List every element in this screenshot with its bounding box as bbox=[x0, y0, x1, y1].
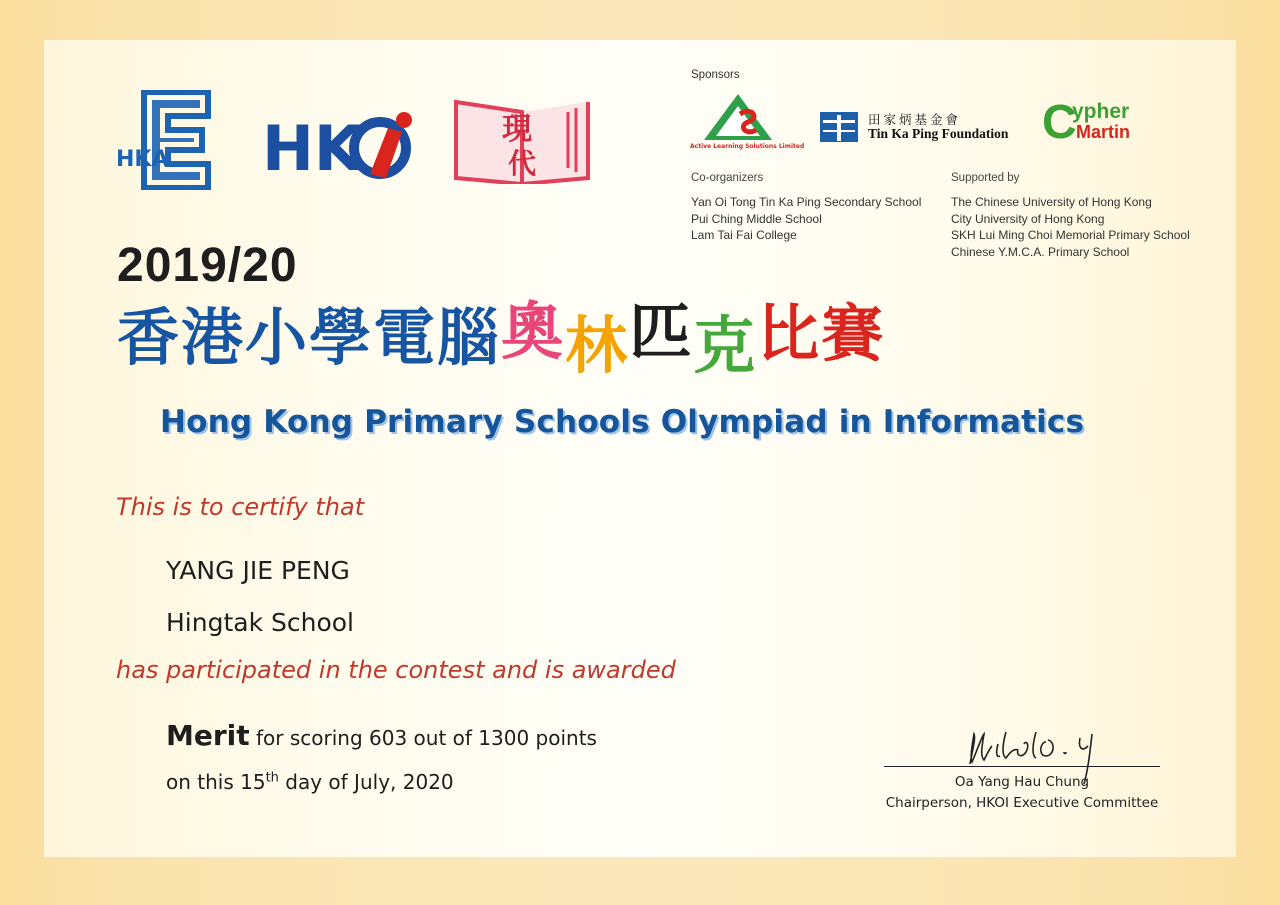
svg-text:HK: HK bbox=[262, 112, 362, 180]
supported-list bbox=[951, 194, 1190, 260]
chinese-title-char: 腦 bbox=[437, 301, 502, 374]
date-suffix: day of July, 2020 bbox=[278, 770, 454, 794]
coorganizers-heading: Co-organizers bbox=[691, 172, 764, 184]
modern-char-1: 現 bbox=[502, 112, 532, 147]
english-title: Hong Kong Primary Schools Olympiad in Informatics bbox=[160, 404, 1085, 440]
participated-line: has participated in the contest and is awarded bbox=[116, 656, 676, 684]
chinese-title-char: 奧 bbox=[501, 295, 566, 368]
signature-line bbox=[884, 766, 1160, 767]
hkace-letters: HKA bbox=[116, 147, 169, 172]
score-line: for scoring 603 out of 1300 points bbox=[256, 726, 597, 750]
chinese-title-char: 林 bbox=[565, 309, 630, 382]
chinese-title-char: 匹 bbox=[629, 295, 694, 368]
modern-char-2: 代 bbox=[508, 147, 537, 180]
tin-ka-ping-chinese: 田家炳基金會 bbox=[868, 112, 962, 127]
school-name: Hingtak School bbox=[166, 608, 355, 637]
sponsors-heading: Sponsors bbox=[691, 69, 740, 81]
als-caption: Active Learning Solutions Limited bbox=[690, 143, 805, 150]
cypher-bottom: Martin bbox=[1076, 122, 1130, 142]
coorganizer-item: Yan Oi Tong Tin Ka Ping Secondary School bbox=[691, 195, 922, 209]
cypher-c: C bbox=[1042, 96, 1077, 149]
supporter-item: SKH Lui Ming Choi Memorial Primary School bbox=[951, 228, 1190, 242]
student-name: YANG JIE PENG bbox=[166, 556, 350, 585]
tin-ka-ping-english: Tin Ka Ping Foundation bbox=[868, 126, 1009, 141]
date-ordinal: th bbox=[265, 770, 279, 786]
chinese-title-char: 克 bbox=[693, 309, 758, 382]
supported-heading: Supported by bbox=[951, 172, 1020, 184]
supporter-item: The Chinese University of Hong Kong bbox=[951, 195, 1152, 209]
hkoi-logo bbox=[262, 108, 414, 180]
signatory-title: Chairperson, HKOI Executive Committee bbox=[885, 795, 1159, 811]
supporter-item: Chinese Y.M.C.A. Primary School bbox=[951, 244, 1130, 259]
cypher-martin-logo bbox=[1042, 96, 1148, 150]
certify-line: This is to certify that bbox=[116, 493, 365, 521]
award-level: Merit bbox=[166, 719, 250, 752]
chinese-title-char: 小 bbox=[245, 301, 310, 374]
signatory-name: Oa Yang Hau Chung bbox=[954, 774, 1090, 790]
coorganizer-item: Lam Tai Fai College bbox=[691, 228, 797, 242]
chinese-title-char: 學 bbox=[309, 301, 374, 374]
cypher-top: ypher bbox=[1072, 100, 1130, 123]
tin-ka-ping-logo bbox=[820, 110, 1020, 144]
chinese-title-char: 比 bbox=[757, 297, 822, 370]
contest-year: 2019/20 bbox=[117, 239, 298, 292]
chinese-title-char: 賽 bbox=[821, 297, 886, 370]
chinese-title-char: 港 bbox=[181, 301, 246, 374]
als-logo bbox=[690, 92, 805, 154]
coorganizers-list bbox=[691, 194, 921, 244]
chinese-title-char: 電 bbox=[373, 301, 438, 374]
chinese-title-char: 香 bbox=[117, 301, 182, 374]
chinese-title bbox=[117, 295, 886, 382]
award-date bbox=[166, 770, 454, 794]
hkace-logo bbox=[116, 90, 212, 190]
coorganizer-item: Pui Ching Middle School bbox=[691, 211, 822, 226]
modern-education-logo bbox=[452, 98, 592, 184]
supporter-item: City University of Hong Kong bbox=[951, 211, 1105, 226]
date-prefix: on this 15 bbox=[166, 770, 266, 794]
